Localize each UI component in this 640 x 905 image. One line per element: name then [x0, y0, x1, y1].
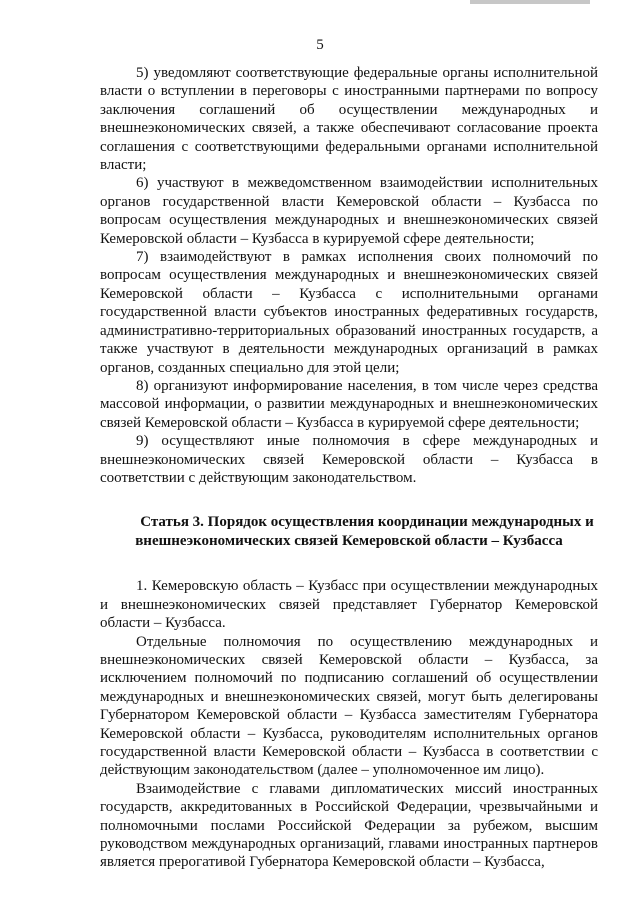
paragraph-interaction: Взаимодействие с главами дипломатических миссий иностранных государств, аккредитованных в Российской Федерации, чрезвычайными и полномочными послами Российской Федерации за рубежом, высшим руководством международных организаций, главами иностранных партнеров является прерогативой Губернатора Кемеровской области – Кузбасса, [100, 780, 598, 871]
paragraph-article3-1: 1. Кемеровскую область – Кузбасс при осуществлении международных и внешнеэкономических связей представляет Губернатор Кемеровской области – Кузбасса. [100, 578, 598, 632]
document-body [100, 64, 598, 872]
paragraph-item-9: 9) осуществляют иные полномочия в сфере международных и внешнеэкономических связей Кемеровской области – Кузбасса в соответствии с действующим законодательством. [100, 433, 598, 486]
paragraph-item-8: 8) организуют информирование населения, в том числе через средства массовой информации, о развитии международных и внешнеэкономических связей Кемеровской области – Кузбасса в курируемой сфере деятельности; [100, 377, 598, 431]
paragraph-item-5: 5) уведомляют соответствующие федеральные органы исполнительной власти о вступлении в переговоры с иностранными партнерами по вопросу заключения соглашений об осуществлении международных и внешнеэкономических связей, а также обеспечивают согласование проекта соглашения с соответствующими федеральными органами исполнительной власти; [100, 65, 598, 174]
paragraph-delegation: Отдельные полномочия по осуществлению международных и внешнеэкономических связей Кемеровской области – Кузбасса, за исключением полномочий по подписанию соглашений об осуществлении международных и внешнеэкономических связей, могут быть делегированы Губернатором Кемеровской области – Кузбасса заместителям Губернатора Кемеровской области – Кузбасса, руководителям исполнительных органов государственной власти Кемеровской области – Кузбасса в соответствии с действующим законодательством (далее – уполномоченное им лицо). [100, 633, 598, 779]
paragraph-item-6: 6) участвуют в межведомственном взаимодействии исполнительных органов государственной власти Кемеровской области – Кузбасса по вопросам осуществления международных и внешнеэкономических связей Кемеровской области – Кузбасса в курируемой сфере деятельности; [100, 175, 598, 247]
page-number: 5 [316, 37, 324, 53]
scan-artifact [470, 0, 590, 4]
article-heading: Статья 3. Порядок осуществления координации международных и внешнеэкономических связей Кемеровской области – Кузбасса [135, 514, 594, 550]
heading-spacer [100, 551, 598, 577]
paragraph-item-7: 7) взаимодействуют в рамках исполнения своих полномочий по вопросам осуществления международных и внешнеэкономических связей Кемеровской области – Кузбасса с исполнительными органами государственной власти субъектов иностранных федеративных государств, административно-территориальных образований иностранных государств, а также участвуют в деятельности международных организаций в рамках органов, созданных специально для этой цели; [100, 249, 598, 376]
